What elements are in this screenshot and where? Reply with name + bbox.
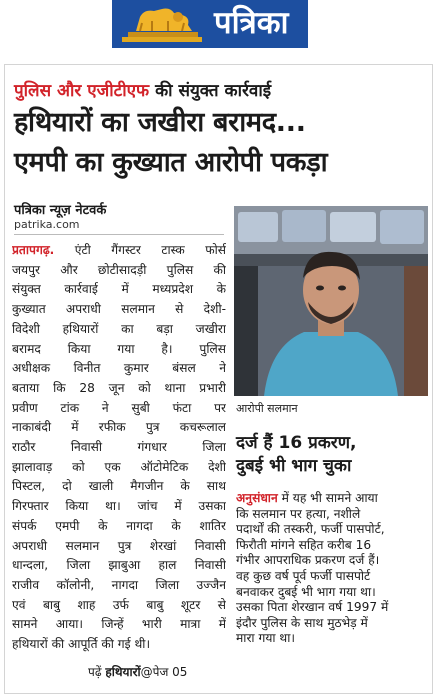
body-line-text: अपराधी सलमान पुत्र शेरखां निवासी	[12, 538, 226, 553]
body-line-text: नाकाबंदी में रफीक पुत्र कचरूलाल	[12, 420, 226, 435]
brand-name: पत्रिका	[214, 5, 289, 41]
body-line	[12, 460, 226, 476]
body-line	[12, 243, 226, 259]
body-line	[12, 322, 226, 338]
body-line	[12, 578, 226, 594]
side-line-text: फिरौती मांगने सहित करीब 16	[236, 537, 372, 552]
side-line	[236, 585, 428, 601]
kicker-rest: की संयुक्त कार्रवाई	[149, 81, 272, 101]
patrika-logo[interactable]	[112, 0, 308, 48]
lion-emblem-icon	[118, 3, 208, 45]
byline: पत्रिका न्यूज़ नेटवर्क	[14, 203, 107, 218]
body-line	[12, 499, 226, 515]
body-line	[12, 401, 226, 417]
continue-suffix: @पेज 05	[140, 665, 188, 679]
body-line-text: हथियारों की आपूर्ति की गई थी।	[12, 637, 151, 651]
side-line	[236, 616, 428, 632]
side-line-text: में यह भी सामने आया	[277, 491, 378, 505]
headline-line-2: एमपी का कुख्यात आरोपी पकड़ा	[14, 147, 328, 178]
side-line-text: मारा गया था।	[236, 631, 295, 646]
body-line	[12, 479, 226, 495]
body-line	[12, 342, 226, 358]
body-line-text: संपर्क एमपी के नागदा के शातिर	[12, 518, 226, 533]
continue-word: हथियारों	[105, 665, 141, 679]
side-line	[236, 631, 428, 647]
side-line	[236, 538, 428, 554]
side-line-text: उसका पिता शेरखान वर्ष 1997 में	[236, 600, 389, 615]
accused-portrait-image	[234, 206, 428, 396]
dateline: प्रतापगढ़.	[12, 243, 55, 257]
body-line-text: संयुक्त कार्रवाई में मध्यप्रदेश के	[12, 282, 226, 297]
site-link[interactable]: patrika.com	[14, 218, 80, 231]
body-line-text: विदेशी हथियारों का बड़ा जखीरा	[12, 321, 226, 336]
body-line-text: प्रवीण टांक ने सुबी फंटा पर	[12, 400, 226, 415]
body-line-text: राठौर निवासी गंगधार जिला	[12, 440, 226, 454]
kicker-highlight: पुलिस और एजीटीएफ	[14, 81, 150, 101]
byline-divider	[14, 234, 224, 235]
body-line-text: सामने आया। जिन्हें भारी मात्रा में	[12, 617, 226, 632]
masthead	[0, 0, 437, 62]
photo-caption: आरोपी सलमान	[236, 402, 298, 415]
side-line	[236, 522, 428, 538]
kicker	[14, 78, 271, 101]
body-line-text: राजीव कॉलोनी, नागदा जिला उज्जैन	[12, 577, 226, 592]
side-line	[236, 569, 428, 585]
body-line	[12, 302, 226, 318]
body-line-text: अधीक्षक विनीत कुमार बंसल ने	[12, 361, 226, 376]
side-line-text: बनवाकर दुबई भी भाग गया था।	[236, 584, 376, 599]
body-line-text: बताया कि 28 जून को थाना प्रभारी	[12, 380, 226, 395]
body-line	[12, 420, 226, 436]
headline-line-1: हथियारों का जखीरा बरामद...	[14, 107, 306, 138]
sub-headline-line-1: दर्ज हैं 16 प्रकरण,	[236, 433, 357, 453]
side-line-text: कि सलमान पर हत्या, नशीले	[236, 506, 361, 521]
body-line-text: एंटी गैंगस्टर टास्क फोर्स	[54, 243, 226, 257]
body-line-text: बरामद किया गया है। पुलिस	[12, 341, 226, 356]
side-line-text: पदार्थों की तस्करी, फर्जी पासपोर्ट,	[236, 522, 385, 537]
side-lead: अनुसंधान	[236, 491, 278, 505]
body-line	[12, 637, 226, 653]
side-line-text: गंभीर आपराधिक प्रकरण दर्ज हैं।	[236, 553, 380, 568]
continue-reading[interactable]	[88, 663, 187, 680]
side-line	[236, 600, 428, 616]
side-line	[236, 507, 428, 523]
side-line	[236, 491, 428, 507]
side-line-text: वह कुछ वर्ष पूर्व फर्जी पासपोर्ट	[236, 569, 371, 583]
body-line	[12, 440, 226, 456]
body-line	[12, 558, 226, 574]
accused-photo	[234, 206, 428, 396]
body-line-text: एवं बाबु शाह उर्फ बाबु शूटर से	[12, 597, 226, 612]
body-line-text: गिरफ्तार किया था। जांच में उसका	[12, 499, 226, 514]
sub-headline-line-2: दुबई भी भाग चुका	[236, 456, 352, 476]
body-line	[12, 263, 226, 279]
body-line	[12, 282, 226, 298]
body-line	[12, 519, 226, 535]
body-line-text: कुख्यात अपराधी सलमान से देशी-	[12, 302, 226, 317]
side-line	[236, 553, 428, 569]
body-line-text: जयपुर और छोटीसादड़ी पुलिस की	[12, 262, 226, 277]
body-line	[12, 617, 226, 633]
body-line-text: पिस्टल, दो खाली मैगजीन के साथ	[12, 479, 226, 494]
body-line	[12, 381, 226, 397]
side-line-text: इंदौर पुलिस के साथ मुठभेड़ में	[236, 615, 368, 630]
continue-prefix: पढ़ें	[88, 665, 106, 679]
body-line-text: झालावाड़ को एक ऑटोमेटिक देशी	[12, 459, 226, 474]
body-line	[12, 539, 226, 555]
body-line-text: धान्दला, जिला झाबुआ हाल निवासी	[12, 558, 226, 573]
body-line	[12, 598, 226, 614]
body-line	[12, 361, 226, 377]
